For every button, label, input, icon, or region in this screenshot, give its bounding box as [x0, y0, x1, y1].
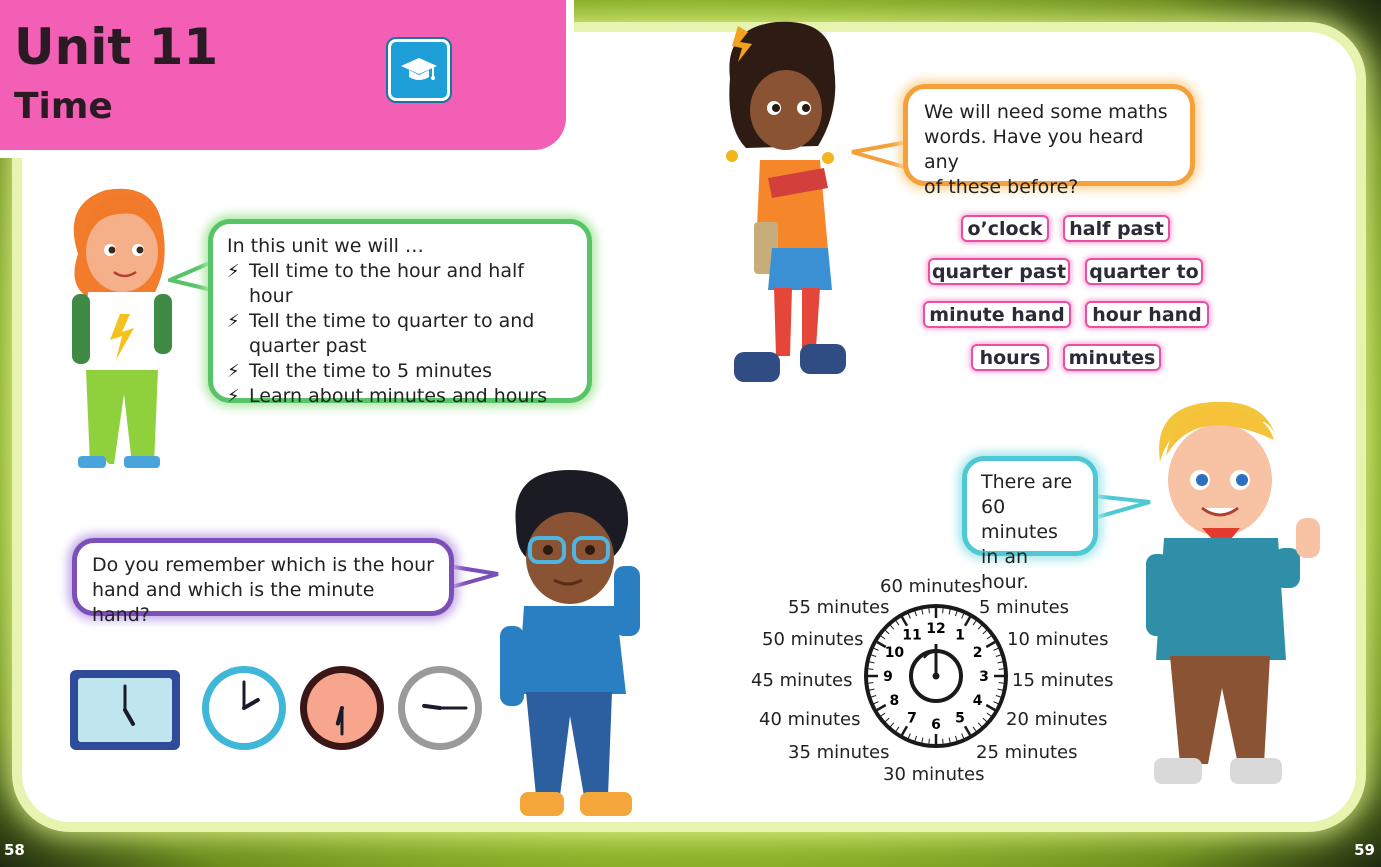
- minutes-clock: [862, 602, 1010, 750]
- minute-label: 50 minutes: [762, 629, 864, 650]
- silver-clock: [398, 666, 482, 750]
- blue-square-clock: [70, 670, 180, 750]
- unit-number: Unit 11: [14, 18, 219, 76]
- minute-label: 45 minutes: [751, 670, 853, 691]
- hour-minute-question-bubble: Do you remember which is the hour hand and which is the minute hand?: [72, 538, 454, 616]
- minutes-fact-bubble: There are 60 minutes in an hour.: [962, 456, 1098, 556]
- word-tag: half past: [1063, 215, 1170, 242]
- clock-numeral: 7: [907, 710, 917, 727]
- minute-label: 30 minutes: [883, 764, 985, 785]
- maths-words-bubble: We will need some maths words. Have you heard any of these before?: [903, 84, 1195, 186]
- lightning-icon: ⚡: [227, 361, 240, 382]
- clock-numeral: 10: [884, 645, 905, 661]
- clock-numeral: 9: [883, 669, 893, 685]
- minute-label: 35 minutes: [788, 742, 890, 763]
- lightning-icon: ⚡: [227, 261, 240, 282]
- clock-numeral: 1: [955, 627, 965, 644]
- word-tag: minute hand: [923, 301, 1071, 328]
- minute-label: 5 minutes: [979, 597, 1070, 618]
- lightning-icon: ⚡: [227, 311, 240, 332]
- goal-item: ⚡ Learn about minutes and hours: [227, 385, 548, 407]
- minute-label: 25 minutes: [976, 742, 1078, 763]
- clock-numeral: 12: [926, 621, 946, 637]
- minute-label: 60 minutes: [880, 576, 982, 597]
- minute-label: 55 minutes: [788, 597, 890, 618]
- small-clocks: [66, 664, 490, 756]
- page-number-right: 59: [1354, 841, 1375, 859]
- curly-haired-girl-character: [716, 18, 852, 390]
- clock-numeral: 5: [955, 710, 965, 727]
- white-clock: [202, 666, 286, 750]
- word-tag: minutes: [1063, 344, 1161, 371]
- minute-label: 15 minutes: [1012, 670, 1114, 691]
- clock-numeral: 3: [979, 669, 989, 685]
- minute-label: 10 minutes: [1007, 629, 1109, 650]
- word-tag: quarter past: [928, 258, 1070, 285]
- word-tag: o’clock: [961, 215, 1049, 242]
- clock-numeral: 4: [972, 693, 983, 709]
- goal-item: ⚡ Tell the time to quarter to and: [227, 310, 535, 332]
- purple-bubble-tail: [446, 562, 500, 592]
- minute-label: 40 minutes: [759, 709, 861, 730]
- goal-item: ⚡ Tell the time to 5 minutes: [227, 360, 493, 382]
- clock-numeral: 2: [972, 645, 983, 661]
- unit-goals-bubble: [208, 219, 592, 407]
- clock-numeral: 8: [889, 693, 900, 709]
- minute-label: 20 minutes: [1006, 709, 1108, 730]
- graduation-cap-button[interactable]: [388, 39, 450, 101]
- page-number-left: 58: [4, 841, 25, 859]
- orange-bubble-tail: [850, 138, 910, 172]
- lightning-icon: ⚡: [227, 386, 240, 407]
- cyan-bubble-tail: [1092, 492, 1152, 522]
- clock-numeral: 11: [902, 627, 922, 644]
- red-haired-girl-character: [58, 184, 182, 496]
- word-tag: hours: [971, 344, 1049, 371]
- unit-banner: [0, 0, 566, 150]
- blond-boy-character: [1146, 398, 1330, 792]
- goal-item: ⚡ Tell time to the hour and half hour: [227, 260, 524, 307]
- word-tag: quarter to: [1085, 258, 1203, 285]
- word-tag: hour hand: [1085, 301, 1209, 328]
- boy-with-glasses-character: [496, 466, 662, 826]
- graduation-cap-icon: [400, 55, 438, 85]
- clock-numeral: 6: [931, 717, 941, 733]
- unit-title: Time: [14, 86, 113, 127]
- pink-clock: [300, 666, 384, 750]
- unit-goals-intro: In this unit we will …: [227, 235, 424, 257]
- goal-item-continued: quarter past: [249, 335, 367, 357]
